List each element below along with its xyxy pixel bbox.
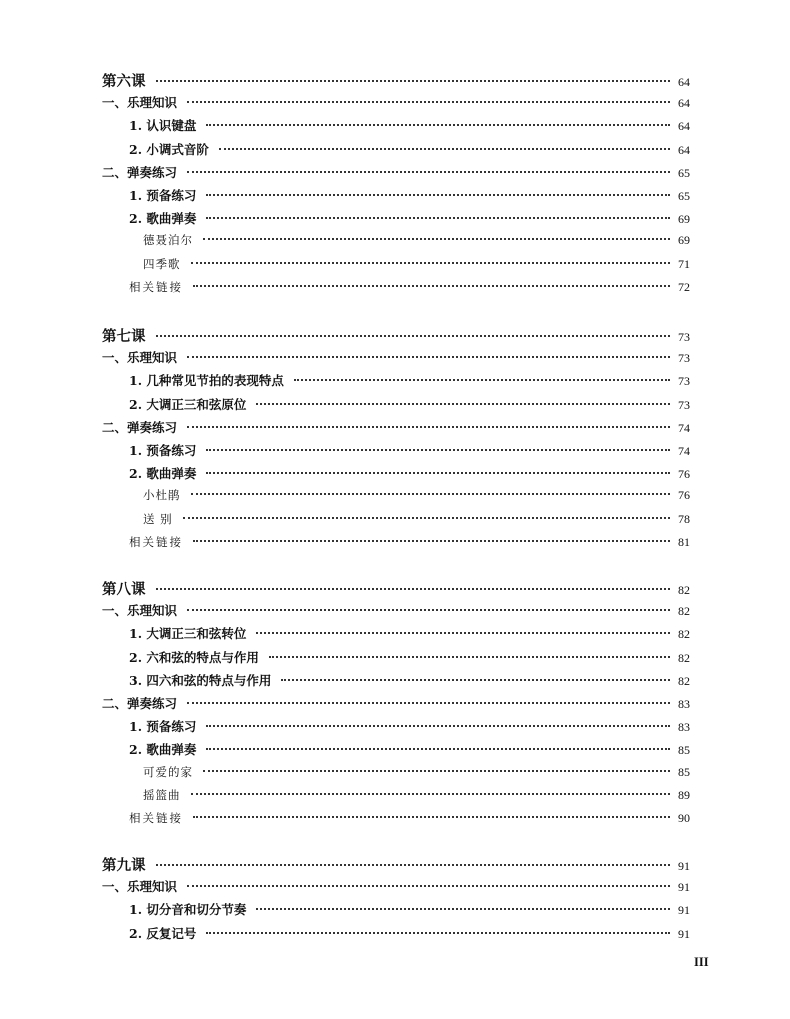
toc-entry-item <box>129 924 690 944</box>
toc-page-number: 73 <box>678 330 690 344</box>
toc-entry-song <box>143 787 690 807</box>
toc-entry-title: 一、乐理知识 <box>102 350 178 366</box>
toc-entry-item <box>129 900 690 920</box>
toc-page-number: 82 <box>678 673 690 688</box>
dot-leader <box>193 816 670 818</box>
dot-leader <box>256 908 670 910</box>
toc-entry-item <box>129 209 690 229</box>
toc-page-number: 85 <box>678 743 690 758</box>
toc-page-number: 81 <box>678 534 690 549</box>
toc-entry-title: 第九课 <box>102 857 146 874</box>
toc-entry-title: 1. 几种常见节拍的表现特点 <box>129 373 284 389</box>
toc-entry-title: 1. 大调正三和弦转位 <box>129 626 247 642</box>
toc-entry-title: 2. 六和弦的特点与作用 <box>129 649 259 665</box>
toc-entry-title: 可爱的家 <box>143 764 193 779</box>
dot-leader <box>187 356 670 358</box>
toc-entry-section <box>102 93 690 113</box>
toc-page-number: 65 <box>678 189 690 203</box>
dot-leader <box>191 493 671 495</box>
toc-entry-item <box>129 371 690 391</box>
dot-leader <box>206 124 670 126</box>
dot-leader <box>187 702 670 704</box>
dot-leader <box>193 540 670 542</box>
toc-entry-item <box>129 740 690 760</box>
toc-page-number: 73 <box>678 374 690 389</box>
toc-page-number: 83 <box>678 720 690 735</box>
toc-entry-item <box>129 140 690 160</box>
dot-leader <box>269 656 670 658</box>
dot-leader <box>206 194 670 196</box>
toc-entry-title: 第六课 <box>102 73 146 90</box>
toc-entry-title: 小杜鹃 <box>143 488 181 503</box>
toc-entry-title: 一、乐理知识 <box>102 879 178 895</box>
toc-entry-song <box>143 256 690 276</box>
dot-leader <box>206 725 670 727</box>
toc-page-number: 64 <box>678 119 690 134</box>
dot-leader <box>219 148 670 150</box>
toc-entry-item <box>129 116 690 136</box>
dot-leader <box>187 101 670 103</box>
dot-leader <box>187 426 670 428</box>
page-number-folio: III <box>694 955 709 969</box>
toc-entry-related <box>129 534 690 554</box>
dot-leader <box>193 285 670 287</box>
dot-leader <box>187 171 670 173</box>
dot-leader <box>294 379 670 381</box>
toc-entry-title: 2. 大调正三和弦原位 <box>129 396 247 412</box>
dot-leader <box>203 770 670 772</box>
toc-page-number: 73 <box>678 351 690 366</box>
toc-lesson-heading <box>102 325 690 345</box>
toc-entry-item <box>129 671 690 691</box>
dot-leader <box>256 632 670 634</box>
toc-entry-related <box>129 279 690 299</box>
dot-leader <box>156 864 671 866</box>
toc-page-number: 91 <box>678 926 690 941</box>
toc-page-number: 76 <box>678 467 690 482</box>
dot-leader <box>191 793 671 795</box>
dot-leader <box>187 609 670 611</box>
toc-entry-title: 四季歌 <box>143 256 181 271</box>
toc-page-number: 82 <box>678 627 690 642</box>
toc-page-number: 65 <box>678 165 690 180</box>
toc-entry-title: 3. 四六和弦的特点与作用 <box>129 672 272 688</box>
dot-leader <box>206 932 670 934</box>
toc-page-number: 82 <box>678 650 690 665</box>
toc-entry-song <box>143 487 690 507</box>
toc-entry-song <box>143 232 690 252</box>
toc-entry-section <box>102 877 690 897</box>
toc-page-number: 74 <box>678 420 690 435</box>
toc-entry-item <box>129 624 690 644</box>
toc-entry-title: 第八课 <box>102 581 146 598</box>
dot-leader <box>206 472 670 474</box>
toc-entry-section <box>102 694 690 714</box>
toc-entry-title: 二、弹奏练习 <box>102 419 178 435</box>
toc-entry-title: 相关链接 <box>129 811 183 825</box>
toc-entry-item <box>129 395 690 415</box>
toc-entry-title: 一、乐理知识 <box>102 95 178 111</box>
toc-page-number: 78 <box>678 511 690 526</box>
toc-entry-section <box>102 163 690 183</box>
toc-entry-section <box>102 348 690 368</box>
dot-leader <box>191 262 671 264</box>
toc-entry-title: 2. 反复记号 <box>129 925 197 941</box>
toc-entry-title: 2. 小调式音阶 <box>129 141 209 157</box>
dot-leader <box>203 238 670 240</box>
dot-leader <box>206 449 670 451</box>
toc-page-number: 89 <box>678 787 690 802</box>
toc-page-number: 71 <box>678 256 690 271</box>
dot-leader <box>156 588 671 590</box>
dot-leader <box>206 217 670 219</box>
toc-entry-title: 1. 认识键盘 <box>129 118 197 134</box>
toc-entry-song <box>143 764 690 784</box>
toc-page-number: 85 <box>678 764 690 779</box>
toc-entry-related <box>129 810 690 830</box>
toc-page-number: 64 <box>678 142 690 157</box>
toc-entry-section <box>102 418 690 438</box>
toc-entry-title: 相关链接 <box>129 534 183 549</box>
dot-leader <box>281 679 670 681</box>
toc-entry-title: 相关链接 <box>129 279 183 294</box>
toc-entry-section <box>102 601 690 621</box>
toc-entry-title: 一、乐理知识 <box>102 603 178 619</box>
toc-page-number: 73 <box>678 397 690 412</box>
toc-entry-item <box>129 648 690 668</box>
toc-entry-title: 2. 歌曲弹奏 <box>129 742 197 758</box>
toc-lesson-heading <box>102 578 690 598</box>
dot-leader <box>183 517 670 519</box>
dot-leader <box>206 748 670 750</box>
toc-entry-title: 送 别 <box>143 511 173 526</box>
toc-entry-title: 2. 歌曲弹奏 <box>129 466 197 482</box>
toc-entry-title: 2. 歌曲弹奏 <box>129 211 197 227</box>
dot-leader <box>156 335 671 337</box>
toc-page-number: 76 <box>678 488 690 503</box>
toc-page-number: 64 <box>678 75 690 89</box>
toc-entry-title: 二、弹奏练习 <box>102 696 178 711</box>
toc-entry-song <box>143 511 690 531</box>
toc-entry-title: 摇篮曲 <box>143 787 181 802</box>
toc-lesson-heading <box>102 854 690 874</box>
toc-page-number: 91 <box>678 903 690 918</box>
toc-entry-title: 1. 预备练习 <box>129 188 197 203</box>
toc-lesson-heading <box>102 70 690 90</box>
toc-page-number: 69 <box>678 233 690 248</box>
toc-entry-item <box>129 441 690 461</box>
dot-leader <box>156 80 671 82</box>
toc-page-number: 69 <box>678 212 690 227</box>
toc-page-number: 72 <box>678 279 690 294</box>
toc-entry-title: 1. 预备练习 <box>129 719 197 735</box>
dot-leader <box>187 885 670 887</box>
toc-entry-title: 1. 预备练习 <box>129 443 197 458</box>
toc-page-number: 91 <box>678 880 690 895</box>
toc-entry-title: 德聂泊尔 <box>143 233 193 248</box>
toc-entry-title: 二、弹奏练习 <box>102 164 178 180</box>
toc-page-number: 82 <box>678 583 690 597</box>
toc-entry-title: 第七课 <box>102 328 146 345</box>
toc-entry-item <box>129 717 690 737</box>
toc-page-number: 64 <box>678 96 690 111</box>
toc-entry-title: 1. 切分音和切分节奏 <box>129 902 247 918</box>
toc-page-number: 83 <box>678 697 690 711</box>
toc-entry-item <box>129 464 690 484</box>
toc-page-number: 91 <box>678 859 690 873</box>
toc-page-number: 74 <box>678 444 690 458</box>
dot-leader <box>256 403 670 405</box>
toc-entry-item <box>129 186 690 206</box>
toc-page-number: 90 <box>678 811 690 825</box>
toc-page-number: 82 <box>678 604 690 619</box>
